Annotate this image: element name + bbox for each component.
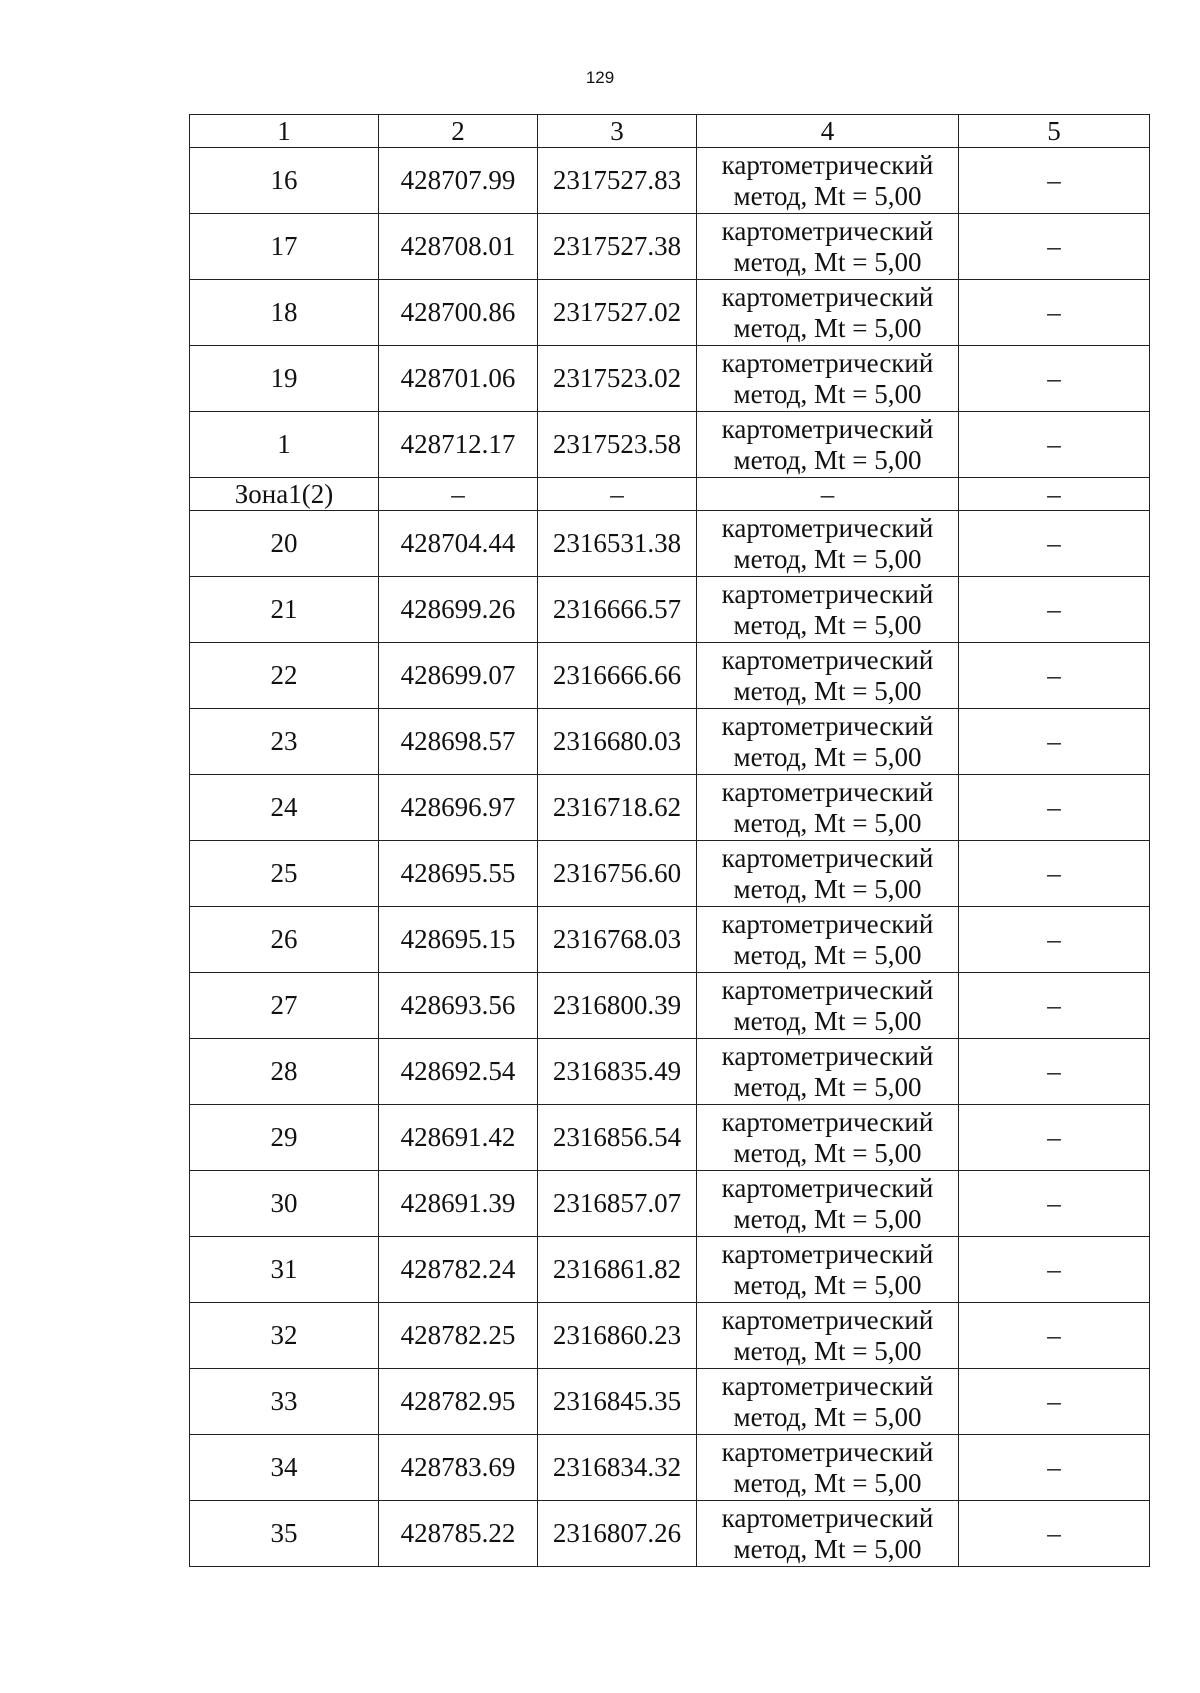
method-text-line: картометрический xyxy=(721,1304,934,1335)
y-coordinate-cell: 2316807.26 xyxy=(538,1501,697,1567)
method-text-line: картометрический xyxy=(721,974,934,1005)
method-text-line: метод, Mt = 5,00 xyxy=(733,246,922,277)
method-text-line: метод, Mt = 5,00 xyxy=(733,1005,922,1036)
x-coordinate-cell: 428782.25 xyxy=(379,1303,538,1369)
y-coordinate-cell: 2317523.58 xyxy=(538,412,697,478)
x-coordinate-cell: 428692.54 xyxy=(379,1039,538,1105)
method-cell xyxy=(697,643,959,709)
zone-row xyxy=(190,478,1150,511)
y-coordinate-cell: 2316666.57 xyxy=(538,577,697,643)
method-text-line: метод, Mt = 5,00 xyxy=(733,609,922,640)
x-coordinate-cell: 428699.07 xyxy=(379,643,538,709)
point-number-cell: 24 xyxy=(190,775,379,841)
note-cell: – xyxy=(959,1369,1150,1435)
table-row xyxy=(190,148,1150,214)
x-coordinate-cell: 428785.22 xyxy=(379,1501,538,1567)
method-text-line: метод, Mt = 5,00 xyxy=(733,1467,922,1498)
y-coordinate-cell: 2316768.03 xyxy=(538,907,697,973)
column-header-2: 2 xyxy=(379,115,538,148)
method-text-line: метод, Mt = 5,00 xyxy=(733,1203,922,1234)
point-number-cell: 27 xyxy=(190,973,379,1039)
table-row xyxy=(190,346,1150,412)
note-cell: – xyxy=(959,280,1150,346)
y-coordinate-cell: 2317523.02 xyxy=(538,346,697,412)
y-coordinate-cell: 2316845.35 xyxy=(538,1369,697,1435)
method-text-line: метод, Mt = 5,00 xyxy=(733,1071,922,1102)
note-cell: – xyxy=(959,973,1150,1039)
note-cell: – xyxy=(959,214,1150,280)
y-coordinate-cell: 2316680.03 xyxy=(538,709,697,775)
method-cell xyxy=(697,1435,959,1501)
column-header-5: 5 xyxy=(959,115,1150,148)
point-number-cell: 18 xyxy=(190,280,379,346)
page-number: 129 xyxy=(585,68,615,87)
method-text-line: метод, Mt = 5,00 xyxy=(733,873,922,904)
method-text-line: картометрический xyxy=(721,1370,934,1401)
table-row xyxy=(190,1435,1150,1501)
method-text-line: картометрический xyxy=(721,1040,934,1071)
method-cell xyxy=(697,1369,959,1435)
x-coordinate-cell: 428695.55 xyxy=(379,841,538,907)
column-header-1: 1 xyxy=(190,115,379,148)
point-number-cell: 32 xyxy=(190,1303,379,1369)
method-cell xyxy=(697,841,959,907)
method-text-line: метод, Mt = 5,00 xyxy=(733,675,922,706)
note-cell: – xyxy=(959,1501,1150,1567)
method-text-line: метод, Mt = 5,00 xyxy=(733,543,922,574)
table-row xyxy=(190,1039,1150,1105)
method-cell xyxy=(697,346,959,412)
x-coordinate-cell: 428712.17 xyxy=(379,412,538,478)
table-row xyxy=(190,1105,1150,1171)
method-cell xyxy=(697,973,959,1039)
y-coordinate-cell: 2316800.39 xyxy=(538,973,697,1039)
method-cell xyxy=(697,214,959,280)
y-coordinate-cell: 2316531.38 xyxy=(538,511,697,577)
note-cell: – xyxy=(959,1171,1150,1237)
method-cell xyxy=(697,148,959,214)
table-row xyxy=(190,907,1150,973)
point-number-cell: 28 xyxy=(190,1039,379,1105)
y-coordinate-cell: 2316856.54 xyxy=(538,1105,697,1171)
table-row xyxy=(190,214,1150,280)
table-row xyxy=(190,841,1150,907)
table-header-row xyxy=(190,115,1150,148)
method-text-line: метод, Mt = 5,00 xyxy=(733,807,922,838)
method-text-line: картометрический xyxy=(721,842,934,873)
y-coordinate-cell: 2316666.66 xyxy=(538,643,697,709)
note-cell: – xyxy=(959,1237,1150,1303)
table-row xyxy=(190,1171,1150,1237)
method-cell xyxy=(697,511,959,577)
method-cell xyxy=(697,280,959,346)
method-text-line: картометрический xyxy=(721,347,934,378)
point-number-cell: 16 xyxy=(190,148,379,214)
method-text-line: картометрический xyxy=(721,1172,934,1203)
x-coordinate-cell: 428691.42 xyxy=(379,1105,538,1171)
table-row xyxy=(190,775,1150,841)
note-cell: – xyxy=(959,1105,1150,1171)
x-coordinate-cell: 428693.56 xyxy=(379,973,538,1039)
x-coordinate-cell: 428708.01 xyxy=(379,214,538,280)
note-cell: – xyxy=(959,841,1150,907)
note-cell: – xyxy=(959,1303,1150,1369)
y-coordinate-cell: 2317527.02 xyxy=(538,280,697,346)
method-cell xyxy=(697,1237,959,1303)
table-row xyxy=(190,1237,1150,1303)
method-text-line: метод, Mt = 5,00 xyxy=(733,312,922,343)
note-cell: – xyxy=(959,907,1150,973)
y-coordinate-cell: 2317527.83 xyxy=(538,148,697,214)
method-cell xyxy=(697,1303,959,1369)
x-coordinate-cell: 428707.99 xyxy=(379,148,538,214)
y-coordinate-cell: 2316860.23 xyxy=(538,1303,697,1369)
table-row xyxy=(190,973,1150,1039)
method-text-line: картометрический xyxy=(721,1436,934,1467)
method-cell xyxy=(697,709,959,775)
point-number-cell: 30 xyxy=(190,1171,379,1237)
point-number-cell: 25 xyxy=(190,841,379,907)
zone-label-cell: Зона1(2) xyxy=(190,478,379,511)
table-row xyxy=(190,577,1150,643)
method-text-line: метод, Mt = 5,00 xyxy=(733,1533,922,1564)
y-coordinate-cell: 2316861.82 xyxy=(538,1237,697,1303)
x-coordinate-cell: 428701.06 xyxy=(379,346,538,412)
point-number-cell: 21 xyxy=(190,577,379,643)
method-text-line: метод, Mt = 5,00 xyxy=(733,1137,922,1168)
method-text-line: метод, Mt = 5,00 xyxy=(733,180,922,211)
note-cell: – xyxy=(959,346,1150,412)
note-cell: – xyxy=(959,709,1150,775)
column-header-3: 3 xyxy=(538,115,697,148)
method-text-line: картометрический xyxy=(721,512,934,543)
method-text-line: картометрический xyxy=(721,776,934,807)
method-cell xyxy=(697,1039,959,1105)
x-coordinate-cell: 428704.44 xyxy=(379,511,538,577)
table-row xyxy=(190,412,1150,478)
point-number-cell: 34 xyxy=(190,1435,379,1501)
method-text-line: картометрический xyxy=(721,1502,934,1533)
point-number-cell: 29 xyxy=(190,1105,379,1171)
point-number-cell: 35 xyxy=(190,1501,379,1567)
coordinates-table-body xyxy=(190,115,1150,1567)
method-text-line: метод, Mt = 5,00 xyxy=(733,939,922,970)
column-header-4: 4 xyxy=(697,115,959,148)
x-coordinate-cell: 428696.97 xyxy=(379,775,538,841)
point-number-cell: 31 xyxy=(190,1237,379,1303)
coordinates-table xyxy=(189,114,1150,1567)
note-cell: – xyxy=(959,1039,1150,1105)
method-text-line: картометрический xyxy=(721,1106,934,1137)
x-coordinate-cell: 428783.69 xyxy=(379,1435,538,1501)
method-text-line: картометрический xyxy=(721,413,934,444)
y-coordinate-cell: – xyxy=(538,478,697,511)
method-text-line: картометрический xyxy=(721,215,934,246)
x-coordinate-cell: – xyxy=(379,478,538,511)
note-cell: – xyxy=(959,478,1150,511)
method-cell xyxy=(697,577,959,643)
note-cell: – xyxy=(959,1435,1150,1501)
note-cell: – xyxy=(959,577,1150,643)
method-cell: – xyxy=(697,478,959,511)
method-text-line: метод, Mt = 5,00 xyxy=(733,741,922,772)
point-number-cell: 22 xyxy=(190,643,379,709)
method-cell xyxy=(697,1105,959,1171)
point-number-cell: 17 xyxy=(190,214,379,280)
method-text-line: метод, Mt = 5,00 xyxy=(733,444,922,475)
method-text-line: метод, Mt = 5,00 xyxy=(733,1335,922,1366)
x-coordinate-cell: 428782.24 xyxy=(379,1237,538,1303)
method-text-line: метод, Mt = 5,00 xyxy=(733,378,922,409)
table-row xyxy=(190,280,1150,346)
x-coordinate-cell: 428691.39 xyxy=(379,1171,538,1237)
method-text-line: картометрический xyxy=(721,710,934,741)
table-row xyxy=(190,511,1150,577)
table-row xyxy=(190,643,1150,709)
method-text-line: картометрический xyxy=(721,578,934,609)
y-coordinate-cell: 2316756.60 xyxy=(538,841,697,907)
method-text-line: картометрический xyxy=(721,644,934,675)
method-cell xyxy=(697,412,959,478)
note-cell: – xyxy=(959,511,1150,577)
method-text-line: картометрический xyxy=(721,908,934,939)
table-row xyxy=(190,709,1150,775)
x-coordinate-cell: 428698.57 xyxy=(379,709,538,775)
point-number-cell: 1 xyxy=(190,412,379,478)
x-coordinate-cell: 428695.15 xyxy=(379,907,538,973)
method-text-line: картометрический xyxy=(721,281,934,312)
note-cell: – xyxy=(959,412,1150,478)
y-coordinate-cell: 2316857.07 xyxy=(538,1171,697,1237)
y-coordinate-cell: 2317527.38 xyxy=(538,214,697,280)
method-cell xyxy=(697,775,959,841)
y-coordinate-cell: 2316834.32 xyxy=(538,1435,697,1501)
note-cell: – xyxy=(959,775,1150,841)
method-cell xyxy=(697,907,959,973)
point-number-cell: 20 xyxy=(190,511,379,577)
point-number-cell: 19 xyxy=(190,346,379,412)
table-row xyxy=(190,1501,1150,1567)
method-cell xyxy=(697,1501,959,1567)
y-coordinate-cell: 2316718.62 xyxy=(538,775,697,841)
method-text-line: картометрический xyxy=(721,149,934,180)
x-coordinate-cell: 428782.95 xyxy=(379,1369,538,1435)
point-number-cell: 26 xyxy=(190,907,379,973)
x-coordinate-cell: 428700.86 xyxy=(379,280,538,346)
note-cell: – xyxy=(959,643,1150,709)
x-coordinate-cell: 428699.26 xyxy=(379,577,538,643)
table-row xyxy=(190,1369,1150,1435)
y-coordinate-cell: 2316835.49 xyxy=(538,1039,697,1105)
point-number-cell: 23 xyxy=(190,709,379,775)
method-text-line: картометрический xyxy=(721,1238,934,1269)
point-number-cell: 33 xyxy=(190,1369,379,1435)
method-text-line: метод, Mt = 5,00 xyxy=(733,1401,922,1432)
method-cell xyxy=(697,1171,959,1237)
note-cell: – xyxy=(959,148,1150,214)
table-row xyxy=(190,1303,1150,1369)
method-text-line: метод, Mt = 5,00 xyxy=(733,1269,922,1300)
